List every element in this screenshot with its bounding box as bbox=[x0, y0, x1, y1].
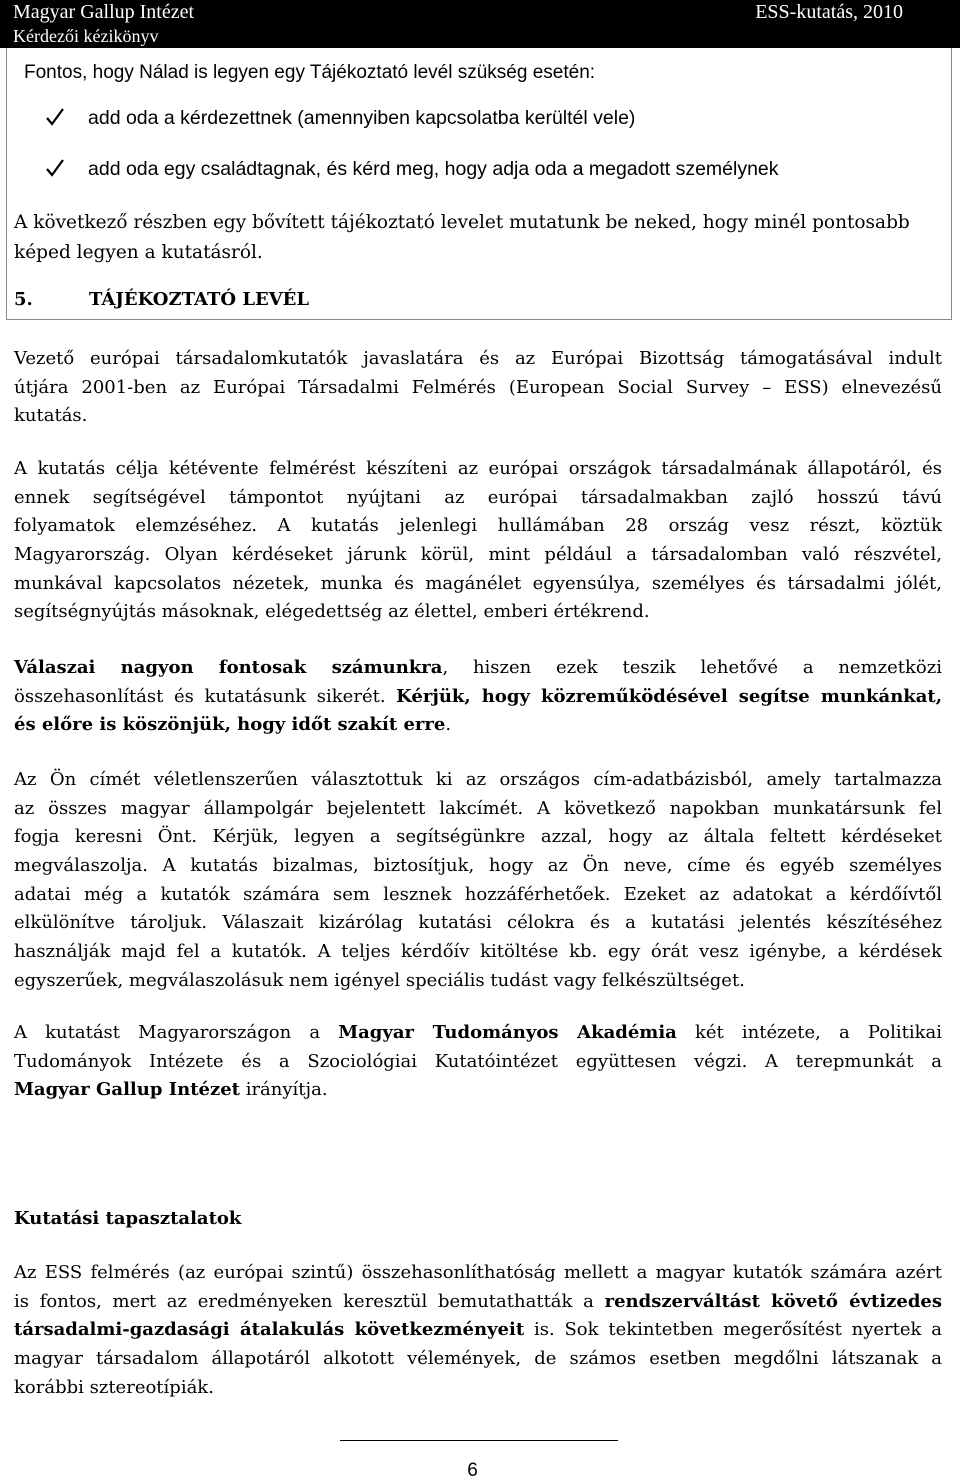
paragraph-line: segítségnyújtás másoknak, elégedettség az élettel, emberi értékrend. bbox=[14, 601, 650, 623]
running-subheader bbox=[0, 26, 960, 48]
subheading: Kutatási tapasztalatok bbox=[14, 1208, 242, 1229]
paragraph-line: korábbi sztereotípiák. bbox=[14, 1376, 214, 1398]
emphasis-text: rendszerváltást követő évtizedes bbox=[604, 1290, 943, 1312]
section-number: 5. bbox=[14, 289, 33, 310]
paragraph-line bbox=[14, 1076, 942, 1105]
paragraph-line bbox=[14, 711, 942, 740]
paragraph-line: útjára 2001-ben az Európai Társadalmi Felmérés (European Social Survey – ESS) elnevezésű bbox=[14, 376, 942, 398]
emphasis-text: Magyar Tudományos Akadémia bbox=[338, 1022, 677, 1043]
paragraph-line: munkával kapcsolatos nézetek, munka és magánélet egyensúlya, személyes és társadalmi jólét, bbox=[14, 572, 942, 594]
box-intro-line: Fontos, hogy Nálad is legyen egy Tájékoztató levél szükség esetén: bbox=[24, 62, 596, 83]
plain-text: , hiszen ezek teszik lehetővé a nemzetközi bbox=[442, 657, 943, 678]
section-title: TÁJÉKOZTATÓ LEVÉL bbox=[89, 289, 310, 310]
box-lead-line: A következő részben egy bővített tájékoztató levelet mutatunk be neked, hogy minél pontosabb bbox=[14, 212, 910, 233]
paragraph-line: elkülönítve tároljuk. Válaszait kizárólag kutatási célokra és a kutatási jelentés készítéséhez bbox=[14, 912, 942, 934]
plain-text: A kutatást Magyarországon a bbox=[14, 1022, 339, 1043]
checklist-item-text: add oda a kérdezettnek (amennyiben kapcsolatba kerültél vele) bbox=[88, 107, 636, 129]
paragraph-line: Az ESS felmérés (az európai szintű) összehasonlíthatóság mellett a magyar kutatók számára azért bbox=[14, 1262, 942, 1283]
plain-text: irányítja. bbox=[239, 1079, 328, 1101]
paragraph-line bbox=[14, 683, 942, 712]
header-subtitle: Kérdezői kézikönyv bbox=[13, 26, 159, 46]
paragraph-line: fogja keresni Önt. Kérjük, legyen a segítségünkre azzal, hogy az általa feltett kérdéseket bbox=[14, 826, 942, 848]
header-document-title: ESS-kutatás, 2010 bbox=[755, 1, 903, 23]
header-organization: Magyar Gallup Intézet bbox=[13, 1, 195, 23]
instruction-box bbox=[6, 48, 952, 320]
paragraph-line bbox=[14, 654, 942, 683]
paragraph-line: Az Ön címét véletlenszerűen választottuk ki az országos cím-adatbázisból, amely tartalmazza bbox=[14, 769, 942, 790]
paragraph-line: Vezető európai társadalomkutatók javaslatára és az Európai Bizottság támogatásával indult bbox=[14, 348, 942, 369]
emphasis-text: és előre is köszönjük, hogy időt szakít erre bbox=[14, 714, 446, 736]
paragraph-4 bbox=[14, 766, 942, 996]
box-lead-line: képed legyen a kutatásról. bbox=[14, 242, 263, 263]
emphasis-text: Magyar Gallup Intézet bbox=[14, 1079, 240, 1101]
emphasis-text: társadalmi-gazdasági átalakulás következményeit bbox=[14, 1319, 525, 1341]
paragraph-line: A kutatás célja kétévente felmérést készíteni az európai országok társadalmának állapotáról, és bbox=[14, 458, 942, 479]
emphasis-text: Kérjük, hogy közreműködésével segítse munkánkat, bbox=[396, 685, 942, 707]
paragraph-line: Tudományok Intézete és a Szociológiai Kutatóintézet együttesen végzi. A terepmunkát a bbox=[14, 1050, 942, 1072]
footer-rule bbox=[340, 1440, 618, 1441]
paragraph-line: használják majd fel a kutatók. A teljes kérdőív kitöltése kb. egy órát vesz igénybe, a kérdések bbox=[14, 941, 942, 963]
checklist-item-text: add oda egy családtagnak, és kérd meg, hogy adja oda a megadott személynek bbox=[88, 158, 779, 180]
paragraph-line: folyamatok elemzéséhez. A kutatás jelenlegi hullámában 28 ország vesz részt, köztük bbox=[14, 515, 942, 537]
page-number: 6 bbox=[467, 1460, 478, 1481]
checkmark-icon bbox=[44, 106, 66, 128]
paragraph-3 bbox=[14, 654, 942, 740]
box-lead-text bbox=[14, 208, 934, 268]
paragraph-line: megválaszolja. A kutatás bizalmas, biztosítjuk, hogy az Ön neve, címe és egyéb személyes bbox=[14, 855, 942, 877]
paragraph-line: magyar társadalom állapotáról alkotott vélemények, de számos esetben megdőlni látszanak a bbox=[14, 1348, 942, 1370]
plain-text: két intézete, a Politikai bbox=[676, 1022, 942, 1043]
plain-text: is. Sok tekintetben megerősítést nyertek a bbox=[524, 1319, 942, 1341]
plain-text: is fontos, mert az eredményeken keresztül bemutathatták a bbox=[14, 1290, 605, 1312]
plain-text: összehasonlítást és kutatásunk sikerét. bbox=[14, 685, 397, 707]
paragraph-line: egyszerűek, megválaszolásuk nem igényel speciális tudást vagy felkészültséget. bbox=[14, 969, 745, 991]
section-heading bbox=[14, 289, 309, 310]
paragraph-line: Magyarország. Olyan kérdéseket járunk körül, mint például a társadalomban való részvétel, bbox=[14, 544, 942, 566]
checkmark-icon bbox=[44, 157, 66, 179]
emphasis-text: Válaszai nagyon fontosak számunkra bbox=[14, 657, 443, 678]
paragraph-line bbox=[14, 1316, 942, 1345]
paragraph-2 bbox=[14, 455, 942, 627]
paragraph-6 bbox=[14, 1259, 942, 1402]
paragraph-5 bbox=[14, 1019, 942, 1105]
paragraph-line bbox=[14, 1288, 942, 1317]
paragraph-line: kutatás. bbox=[14, 405, 88, 427]
running-header bbox=[0, 0, 960, 26]
paragraph-line: ennek segítségével támpontot nyújtani az európai társadalmakban zajló hosszú távú bbox=[14, 486, 942, 508]
plain-text: . bbox=[445, 714, 452, 736]
paragraph-line: adatai még a kutatók számára sem lesznek hozzáférhetőek. Ezeket az adatokat a kérdőívtől bbox=[14, 883, 942, 905]
paragraph-line bbox=[14, 1019, 942, 1048]
paragraph-1 bbox=[14, 345, 942, 431]
paragraph-line: az összes magyar állampolgár bejelentett lakcímét. A következő napokban munkatársunk fel bbox=[14, 797, 942, 819]
